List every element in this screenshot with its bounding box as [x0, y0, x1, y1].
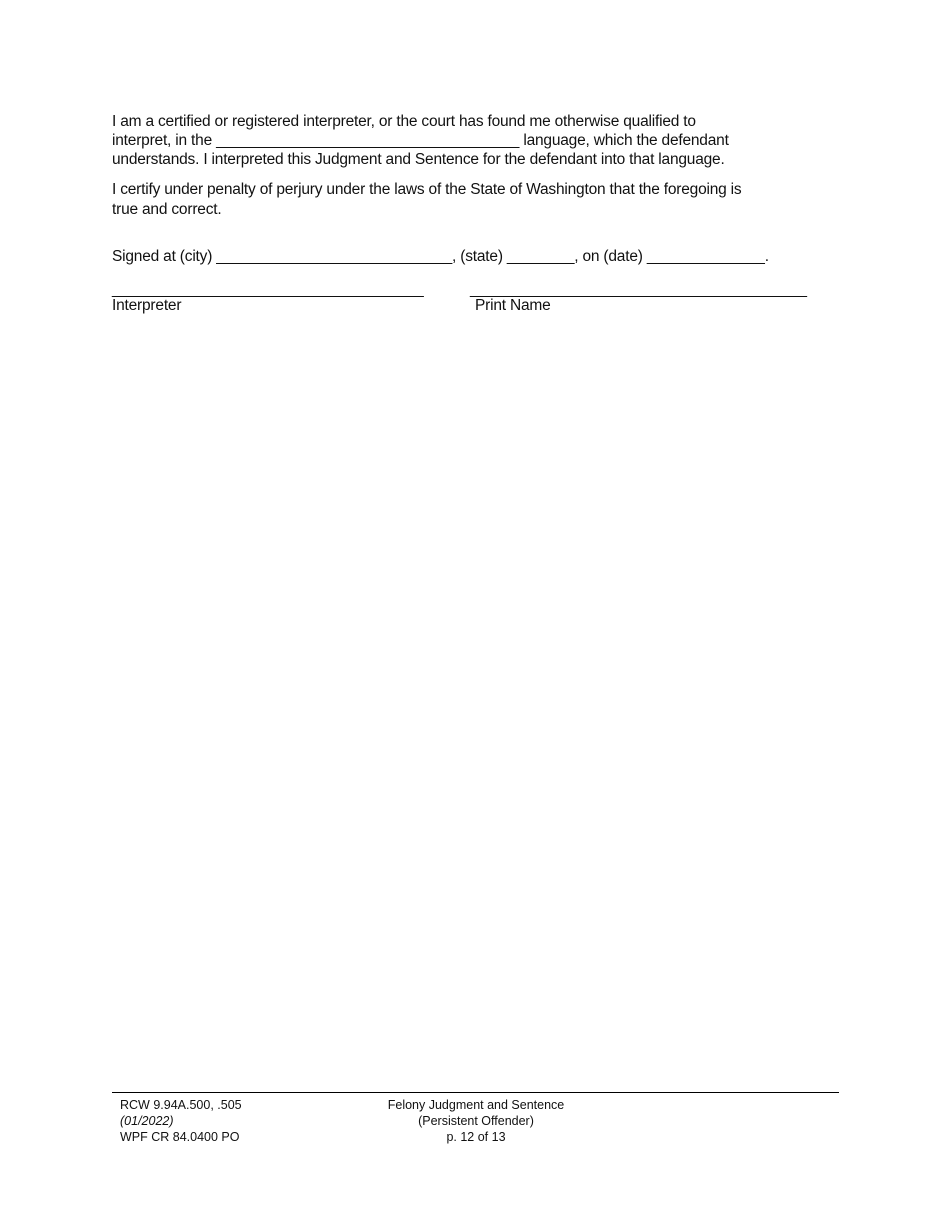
footer-revision-date: (01/2022): [120, 1114, 174, 1128]
language-blank-line: interpret, in the ____________________________________ language, which the defendant: [112, 132, 729, 149]
interpreter-label: Interpreter: [112, 297, 182, 314]
print-name-label: Print Name: [475, 297, 551, 314]
perjury-statement-line: true and correct.: [112, 201, 222, 218]
print-name-blank: ________________________________________: [470, 281, 807, 298]
certification-text-line: understands. I interpreted this Judgment and Sentence for the defendant into that language.: [112, 151, 725, 168]
footer-form-info: [120, 1097, 242, 1145]
footer-rcw: RCW 9.94A.500, .505: [120, 1098, 242, 1112]
footer-divider: [112, 1092, 839, 1093]
interpreter-signature-blank: _____________________________________: [112, 281, 424, 298]
footer-subtitle: (Persistent Offender): [418, 1114, 534, 1128]
footer-page-number: p. 12 of 13: [446, 1130, 506, 1144]
footer-title: Felony Judgment and Sentence: [387, 1098, 565, 1112]
signed-at-line: Signed at (city) ____________________________, (state) ________, on (date) ______________.: [112, 248, 769, 265]
footer-title-block: [326, 1097, 626, 1145]
perjury-statement-line: I certify under penalty of perjury under the laws of the State of Washington that the foregoing is: [112, 181, 742, 198]
footer-form-number: WPF CR 84.0400 PO: [120, 1130, 240, 1144]
certification-text-line: I am a certified or registered interpreter, or the court has found me otherwise qualified to: [112, 113, 696, 130]
